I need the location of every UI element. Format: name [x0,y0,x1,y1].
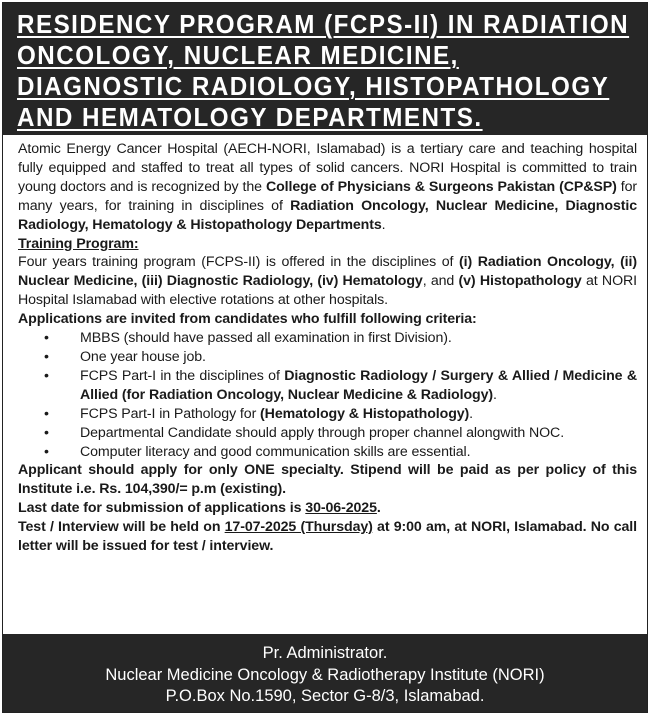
bullet-icon: • [44,330,49,347]
footer-banner [3,634,647,712]
bullet-icon: • [44,405,49,422]
criteria-fcps-text: FCPS Part-I in the disciplines of [80,367,285,384]
list-item [44,405,637,424]
bullet-icon: • [44,424,49,441]
training-text-3: , and [422,273,459,290]
deadline-date: 30-06-2025 [305,500,377,517]
deadline-end: . [376,500,381,517]
criteria-pathology-disciplines: (Hematology & Histopathology) [260,405,470,422]
footer-institute: Nuclear Medicine Oncology & Radiotherapy Institute (NORI) [105,665,545,684]
intro-text-2: for many years, for training in disciplines of [18,178,637,214]
footer-address: P.O.Box No.1590, Sector G-8/3, Islamabad. [165,687,485,705]
test-text-1: Test / Interview will be held on [18,519,225,536]
criteria-computer-literacy: Computer literacy and good communication skills are essential. [80,443,471,460]
training-paragraph [18,253,637,310]
footer-administrator: Pr. Administrator. [262,644,388,662]
training-discipline-5: (v) Histopathology [458,273,582,290]
intro-text-3: . [381,216,386,233]
training-heading: Training Program: [18,235,139,252]
test-text-2: at 9:00 am, at NORI, Islamabad. No call letter will be issued for test / interview. [18,519,637,555]
bullet-icon: • [44,367,49,384]
deadline-text: Last date for submission of applications is [18,500,306,517]
intro-text-1: Atomic Energy Cancer Hospital (AECH-NORI, Islamabad) is a tertiary care and teaching hospital fully equipped and staffed to treat all types of solid cancers. NORI Hospital is committed to train young doctors and is recognized by the [18,141,637,195]
criteria-departmental: Departmental Candidate should apply through proper channel alongwith NOC. [80,424,565,441]
list-item [44,443,637,462]
stipend-text: Applicant should apply for only ONE specialty. Stipend will be paid as per policy of this Institute i.e. Rs. 104,390/= p.m (existing). [18,462,637,498]
criteria-list [18,329,637,461]
intro-cpsp: College of Physicians & Surgeons Pakistan (CP&SP) [265,178,617,195]
criteria-pathology-text: FCPS Part-I in Pathology for [80,405,261,422]
criteria-fcps-disciplines: Diagnostic Radiology / Surgery & Allied / Medicine & Allied (for Radiation Oncology, Nuclear Medicine & Radiology) [80,367,638,403]
training-discipline-2-4: (ii) Nuclear Medicine, (iii) Diagnostic Radiology, (iv) Hematology [18,254,637,290]
criteria-pathology-end: . [469,405,474,422]
list-item [44,329,637,348]
intro-departments: Radiation Oncology, Nuclear Medicine, Diagnostic Radiology, Hematology & Histopathology Departments [18,197,637,233]
test-note [18,518,637,556]
list-item [44,367,638,405]
list-item [44,348,637,367]
page-title: RESIDENCY PROGRAM (FCPS-II) IN RADIATION ONCOLOGY, NUCLEAR MEDICINE, DIAGNOSTIC RADIOLOGY, HISTOPATHOLOGY AND HEMATOLOGY DEPARTMENTS. [17,9,630,132]
training-text-4: at NORI Hospital Islamabad with elective rotations at other hospitals. [18,273,637,309]
bullet-icon: • [44,348,49,365]
training-text-1: Four years training program (FCPS-II) is offered in the disciplines of [18,254,459,271]
deadline-note [18,499,637,518]
list-item [44,424,637,443]
criteria-mbbs: MBBS (should have passed all examination in first Division). [80,330,452,347]
ad-body [3,135,647,556]
criteria-fcps-end: . [493,386,497,403]
training-discipline-1: (i) Radiation Oncology, [459,254,615,271]
test-date: 17-07-2025 (Thursday) [224,519,373,536]
stipend-note [18,461,637,499]
criteria-heading-text: Applications are invited from candidates who fulfill following criteria: [18,311,477,328]
advertisement [2,2,648,713]
criteria-heading [18,310,637,329]
intro-paragraph [18,140,637,235]
criteria-house-job: One year house job. [80,348,206,365]
header-banner [3,3,647,135]
bullet-icon: • [44,443,49,460]
